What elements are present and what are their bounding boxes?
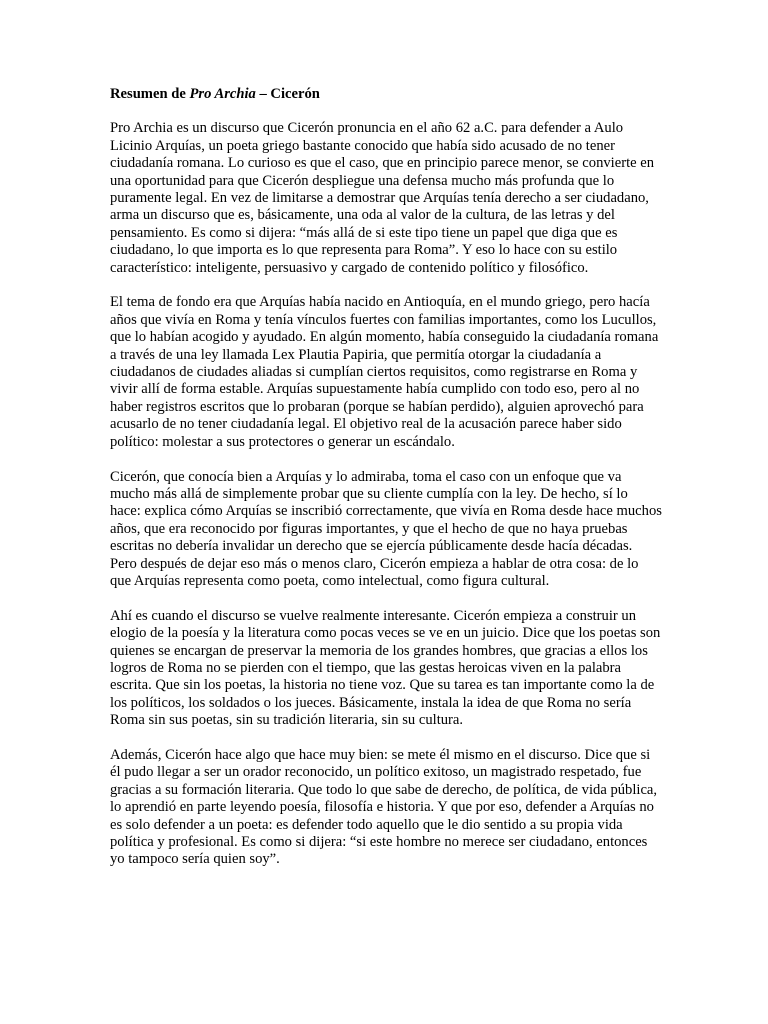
paragraph-5: Además, Cicerón hace algo que hace muy bien: se mete él mismo en el discurso. Dice que si él pudo llegar a ser un orador reconocido, un político exitoso, un magistrado respetado, fue gracias a su formación literaria. Que todo lo que sabe de derecho, de política, de vida pública, lo aprendió en parte leyendo poesía, filosofía e historia. Y que por eso, defender a Arquías no es solo defender a un poeta: es defender todo aquello que le dio sentido a su propia vida política y profesional. Es como si dijera: “si este hombre no merece ser ciudadano, entonces yo tampoco sería quien soy”. xyxy=(110,746,658,868)
document-body xyxy=(110,86,662,886)
title-suffix: – Cicerón xyxy=(255,86,320,102)
title-prefix: Resumen de xyxy=(110,86,190,102)
paragraph-4: Ahí es cuando el discurso se vuelve realmente interesante. Cicerón empieza a construir un elogio de la poesía y la literatura como pocas veces se ve en un juicio. Dice que los poetas son quienes se encargan de preservar la memoria de los grandes hombres, que gracias a ellos los logros de Roma no se pierden con el tiempo, que las gestas heroicas viven en la palabra escrita. Que sin los poetas, la historia no tiene voz. Que su tarea es tan importante como la de los políticos, los soldados o los jueces. Básicamente, instala la idea de que Roma no sería Roma sin sus poetas, sin su tradición literaria, sin su cultura. xyxy=(110,607,661,729)
paragraph-1: Pro Archia es un discurso que Cicerón pronuncia en el año 62 a.C. para defender a Aulo Licinio Arquías, un poeta griego bastante conocido que había sido acusado de no tener ciudadanía romana. Lo curioso es que el caso, que en principio parece menor, se convierte en una oportunidad para que Cicerón despliegue una defensa mucho más profunda que lo puramente legal. En vez de limitarse a demostrar que Arquías tenía derecho a ser ciudadano, arma un discurso que es, básicamente, una oda al valor de la cultura, de las letras y del pensamiento. Es como si dijera: “más allá de si este tipo tiene un papel que diga que es ciudadano, lo que importa es lo que representa para Roma”. Y eso lo hace con su estilo característico: inteligente, persuasivo y cargado de contenido político y filosófico. xyxy=(110,120,655,276)
paragraph-3: Cicerón, que conocía bien a Arquías y lo admiraba, toma el caso con un enfoque que va mucho más allá de simplemente probar que su cliente cumplía con la ley. De hecho, sí lo hace: explica cómo Arquías se inscribió correctamente, que vivía en Roma desde hace muchos años, que era reconocido por figuras importantes, y que el hecho de que no haya pruebas escritas no debería invalidar un derecho que se ejercía públicamente desde hacía décadas. Pero después de dejar eso más o menos claro, Cicerón empieza a hablar de otra cosa: de lo que Arquías representa como poeta, como intelectual, como figura cultural. xyxy=(110,468,662,589)
title-italic-work: Pro Archia xyxy=(189,86,256,102)
document-title xyxy=(110,86,662,103)
paragraph-2: El tema de fondo era que Arquías había nacido en Antioquía, en el mundo griego, pero hacía años que vivía en Roma y tenía vínculos fuertes con familias importantes, como los Lucullos, que lo habían acogido y ayudado. En algún momento, había conseguido la ciudadanía romana a través de una ley llamada Lex Plautia Papiria, que permitía otorgar la ciudadanía a ciudadanos de ciudades aliadas si cumplían ciertos requisitos, como registrarse en Roma y vivir allí de forma estable. Arquías supuestamente había cumplido con todo eso, pero al no haber registros escritos que lo probaran (porque se habían perdido), alguien aprovechó para acusarlo de no tener ciudadanía legal. El objetivo real de la acusación parece haber sido político: molestar a sus protectores o generar un escándalo. xyxy=(110,294,659,450)
